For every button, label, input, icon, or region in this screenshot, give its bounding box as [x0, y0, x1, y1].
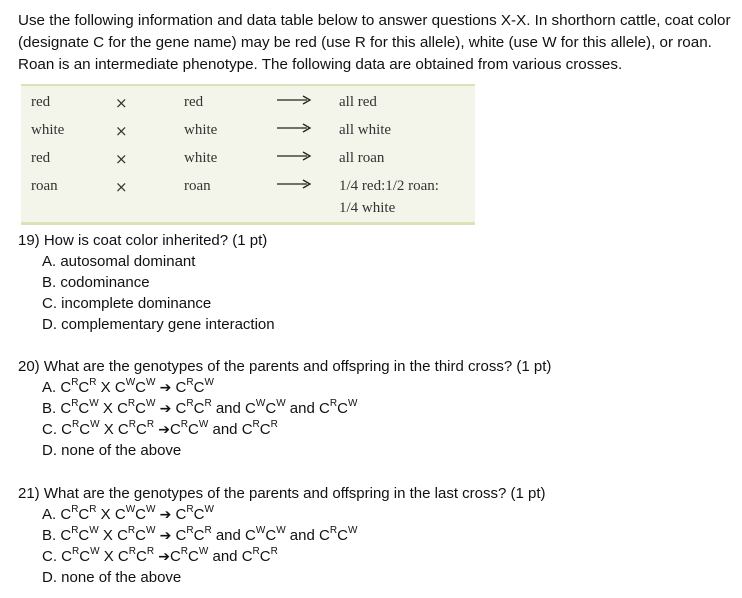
parent2-phenotype: roan	[184, 178, 211, 194]
table-row	[21, 118, 475, 144]
arrow-icon: ➔	[158, 549, 170, 565]
option-d: D. complementary gene interaction	[42, 316, 275, 333]
right-arrow-icon	[276, 93, 312, 107]
right-arrow-icon	[276, 149, 312, 163]
arrow-icon: ➔	[159, 401, 172, 417]
option-a: A. autosomal dominant	[42, 253, 196, 270]
right-arrow-icon	[276, 177, 312, 191]
question-21	[18, 483, 718, 593]
option-c: C. incomplete dominance	[42, 295, 212, 312]
parent2-phenotype: white	[184, 150, 218, 166]
intro-paragraph: Use the following information and data table below to answer questions X-X. In shorthorn cattle, coat color (designate C for the gene name) may be red (use R for this allele), white (use W for this allele), or roan. Roan is an intermediate phenotype. The following data are obtained from various crosses.	[18, 12, 731, 73]
option-d: D. none of the above	[42, 442, 182, 459]
cross-symbol: ×	[115, 178, 128, 196]
cross-data-table	[21, 84, 475, 225]
question-title: 20) What are the genotypes of the parents and offspring in the third cross? (1 pt)	[18, 358, 552, 375]
table-row	[21, 90, 475, 116]
option-b: B. $C^RC^W$ X $C^RC^W$ ➔ $C^RC^R$ and $C^WC^W$ and $C^RC^W$	[42, 398, 358, 417]
cross-symbol: ×	[115, 122, 128, 140]
option-a: A. $C^RC^R$ X $C^WC^W$ ➔ $C^RC^W$	[42, 377, 214, 396]
question-title: 21) What are the genotypes of the parents and offspring in the last cross? (1 pt)	[18, 485, 546, 502]
question-20	[18, 356, 718, 466]
question-19	[18, 230, 718, 340]
parent1-phenotype: red	[31, 150, 51, 166]
offspring-result-line2: 1/4 white	[339, 200, 396, 216]
option-d: D. none of the above	[42, 569, 182, 586]
offspring-result: all red	[339, 94, 377, 110]
parent1-phenotype: roan	[31, 178, 58, 194]
offspring-result: all roan	[339, 150, 385, 166]
offspring-result: 1/4 red:1/2 roan:	[339, 178, 439, 194]
parent2-phenotype: red	[184, 94, 204, 110]
option-c: C. $C^RC^W$ X $C^RC^R$ $➔C^RC^W$ and $C^RC^R$	[42, 546, 278, 565]
parent1-phenotype: white	[31, 122, 65, 138]
table-row	[21, 174, 475, 220]
cross-symbol: ×	[115, 150, 128, 168]
offspring-result: all white	[339, 122, 392, 138]
option-c: C. $C^RC^W$ X $C^RC^R$ $➔C^RC^W$ and $C^RC^R$	[42, 419, 278, 438]
arrow-icon: ➔	[159, 380, 172, 396]
table-row	[21, 146, 475, 172]
parent1-phenotype: red	[31, 94, 51, 110]
cross-symbol: ×	[115, 94, 128, 112]
option-b: B. $C^RC^W$ X $C^RC^W$ ➔ $C^RC^R$ and $C^WC^W$ and $C^RC^W$	[42, 525, 358, 544]
arrow-icon: ➔	[159, 507, 172, 523]
right-arrow-icon	[276, 121, 312, 135]
question-title: 19) How is coat color inherited? (1 pt)	[18, 232, 268, 249]
parent2-phenotype: white	[184, 122, 218, 138]
arrow-icon: ➔	[159, 528, 172, 544]
arrow-icon: ➔	[158, 422, 170, 438]
option-b: B. codominance	[42, 274, 150, 291]
option-a: A. $C^RC^R$ X $C^WC^W$ ➔ $C^RC^W$	[42, 504, 214, 523]
